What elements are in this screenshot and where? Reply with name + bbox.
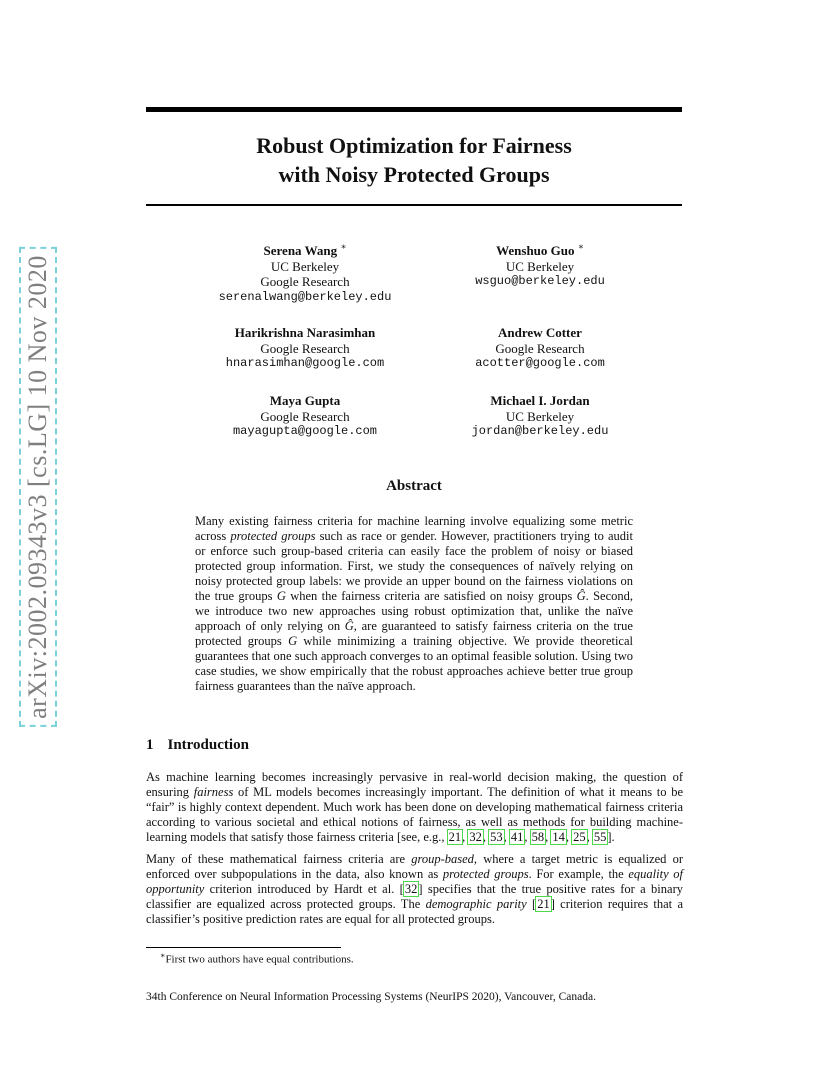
author-name: Wenshuo Guo xyxy=(496,243,575,258)
author-affiliation: Google Research xyxy=(260,274,350,289)
author-name: Serena Wang xyxy=(263,243,338,258)
author-email[interactable]: hnarasimhan@google.com xyxy=(225,356,385,370)
author-name: Harikrishna Narasimhan xyxy=(234,325,376,340)
citation-link[interactable]: 21 xyxy=(537,897,550,911)
author-affiliation: UC Berkeley xyxy=(270,258,340,274)
section-title: Introduction xyxy=(167,737,249,753)
section-number: 1 xyxy=(146,737,154,753)
footnote-rule xyxy=(146,947,341,948)
author-block xyxy=(430,393,650,440)
citation-link[interactable]: 53 xyxy=(490,830,503,844)
author-affiliation: Google Research xyxy=(495,340,585,356)
author-footnote-marker[interactable]: ∗ xyxy=(340,241,347,252)
author-footnote-marker[interactable]: ∗ xyxy=(577,241,584,252)
author-email[interactable]: serenalwang@berkeley.edu xyxy=(218,289,392,304)
author-affiliation: Google Research xyxy=(260,340,350,356)
citation-link[interactable]: 25 xyxy=(573,830,586,844)
footnote xyxy=(160,951,354,966)
title-top-rule xyxy=(146,107,682,112)
author-email[interactable]: mayagupta@google.com xyxy=(232,424,378,438)
author-block xyxy=(195,393,415,440)
author-affiliation: Google Research xyxy=(260,408,350,424)
citation-link[interactable]: 32 xyxy=(404,882,418,896)
abstract-heading: Abstract xyxy=(386,478,442,494)
citation-link[interactable]: 41 xyxy=(510,830,524,844)
arxiv-identifier[interactable]: arXiv:2002.09343v3 [cs.LG] 10 Nov 2020 xyxy=(19,247,57,727)
title-line-2: with Noisy Protected Groups xyxy=(278,162,550,187)
citation-link[interactable]: 32 xyxy=(469,830,482,844)
footnote-marker: ∗ xyxy=(160,951,166,960)
author-affiliation: UC Berkeley xyxy=(505,258,575,274)
author-name: Andrew Cotter xyxy=(498,325,582,340)
citation-link[interactable]: 21 xyxy=(448,830,462,844)
footnote-text: First two authors have equal contributions. xyxy=(165,953,354,966)
author-block xyxy=(430,243,650,290)
arxiv-stamp[interactable] xyxy=(18,252,58,722)
author-email[interactable]: jordan@berkeley.edu xyxy=(471,424,609,438)
author-name: Maya Gupta xyxy=(269,393,341,408)
intro-paragraph-2: Many of these mathematical fairness criteria are group-based, where a target metric is equalized or enforced over subpopulations in the data, also known as protected groups. For example, the equality of opportunity criterion introduced by Hardt et al. [32] specifies that the true positive rates for a binary classifier are equalized across protected groups. The demographic parity [21] criterion requires that a classifier’s positive prediction rates are equal for all protected groups. xyxy=(146,852,683,926)
citation-link[interactable]: 58 xyxy=(531,830,545,844)
author-email[interactable]: wsguo@berkeley.edu xyxy=(475,274,605,288)
author-name: Michael I. Jordan xyxy=(490,393,590,408)
citation-link[interactable]: 55 xyxy=(593,830,607,844)
author-block xyxy=(195,243,415,305)
paper-title xyxy=(146,131,682,189)
title-line-1: Robust Optimization for Fairness xyxy=(256,133,572,158)
author-affiliation: UC Berkeley xyxy=(505,408,575,424)
intro-paragraph-1: As machine learning becomes increasingly pervasive in real-world decision making, the question of ensuring fairness of ML models becomes increasingly important. The definition of what it means to be “fair” is highly context dependent. Much work has been done on developing mathematical fairness criteria according to various societal and ethical notions of fairness, as well as methods for building machine-learning models that satisfy those fairness criteria [see, e.g., 21, 32, 53, 41, 58, 14, 25, 55]. xyxy=(146,770,683,844)
section-heading xyxy=(146,737,249,754)
title-bottom-rule xyxy=(146,204,682,206)
author-block xyxy=(195,325,415,372)
abstract-text: Many existing fairness criteria for machine learning involve equalizing some metric across protected groups such as race or gender. However, practitioners trying to audit or enforce such group-based criteria can easily face the problem of noisy or biased protected group information. First, we study the consequences of naïvely relying on noisy protected group labels: we provide an upper bound on the fairness violations on the true groups G when the fairness criteria are satisfied on noisy groups Ĝ. Second, we introduce two new approaches using robust optimization that, unlike the naïve approach of only relying on Ĝ, are guaranteed to satisfy fairness criteria on the true protected groups G while minimizing a training objective. We provide theoretical guarantees that one such approach converges to an optimal feasible solution. Using two case studies, we show empirically that the robust approaches achieve better true group fairness guarantees than the naïve approach. xyxy=(195,514,634,693)
conference-note: 34th Conference on Neural Information Processing Systems (NeurIPS 2020), Vancouver, Canada. xyxy=(146,991,596,1003)
citation-link[interactable]: 14 xyxy=(552,830,565,844)
author-email[interactable]: acotter@google.com xyxy=(475,356,605,370)
author-block xyxy=(430,325,650,372)
